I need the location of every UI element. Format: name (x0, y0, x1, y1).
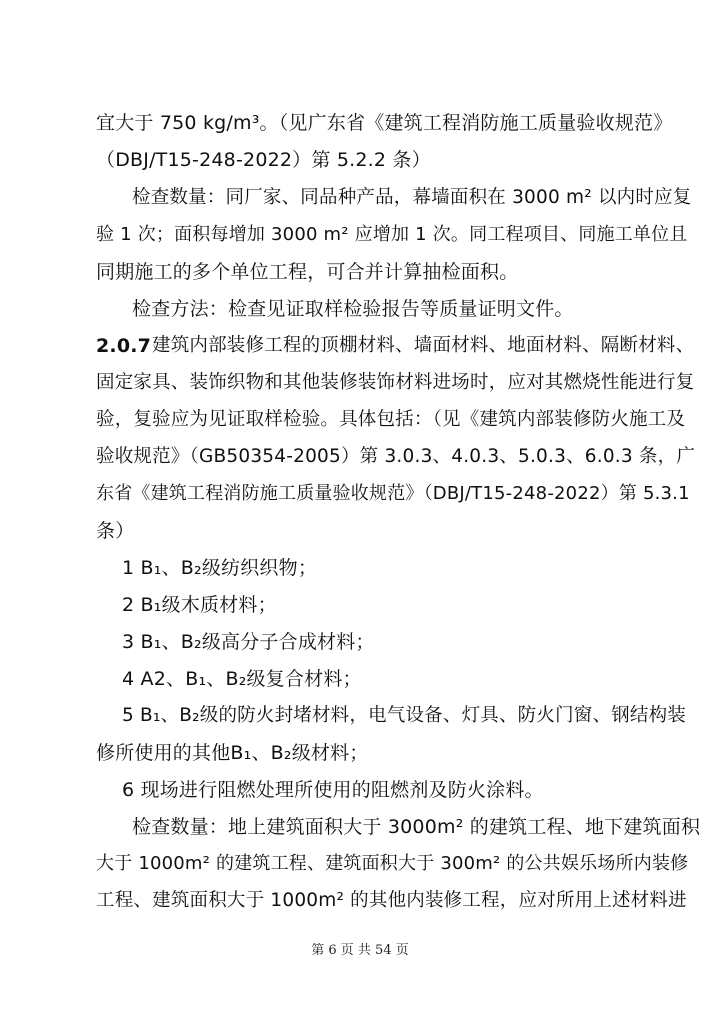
paragraph-line: 固定家具、装饰织物和其他装修装饰材料进场时，应对其燃烧性能进行复 (96, 372, 695, 393)
paragraph-line: 东省《建筑工程消防施工质量验收规范》（DBJ/T15-248-2022）第 5.3.1 (96, 483, 690, 504)
paragraph-line: 验 1 次；面积每增加 3000 m² 应增加 1 次。同工程项目、同施工单位且 (96, 224, 688, 245)
list-item: 4 A2、B₁、B₂级复合材料； (122, 668, 362, 690)
paragraph-line: 条） (96, 520, 135, 542)
paragraph-line: 检查数量：同厂家、同品种产品，幕墙面积在 3000 m² 以内时应复 (132, 187, 692, 208)
paragraph-line: 建筑内部装修工程的顶棚材料、墙面材料、地面材料、隔断材料、 (152, 335, 695, 356)
list-item-continuation: 修所使用的其他B₁、B₂级材料； (96, 742, 369, 764)
paragraph-line: 检查数量：地上建筑面积大于 3000m² 的建筑工程、地下建筑面积 (132, 816, 701, 838)
paragraph-line: 验收规范》（GB50354-2005）第 3.0.3、4.0.3、5.0.3、6.0.3 条，广 (96, 446, 696, 467)
paragraph-line: 大于 1000m² 的建筑工程、建筑面积大于 300m² 的公共娱乐场所内装修 (96, 853, 689, 874)
list-item: 5 B₁、B₂级的防火封堵材料，电气设备、灯具、防火门窗、钢结构装 (122, 705, 686, 726)
paragraph-line: 宜大于 750 kg/m³。（见广东省《建筑工程消防施工质量验收规范》 (96, 112, 673, 134)
list-item: 3 B₁、B₂级高分子合成材料； (122, 631, 375, 653)
clause-number: 2.0.7 (96, 335, 152, 357)
list-item: 6 现场进行阻燃处理所使用的阻燃剂及防火涂料。 (122, 779, 544, 801)
paragraph-line: 工程、建筑面积大于 1000m² 的其他内装修工程，应对所用上述材料进 (96, 890, 687, 911)
paragraph-line: 检查方法：检查见证取样检验报告等质量证明文件。 (132, 298, 574, 320)
page-footer: 第 6 页 共 54 页 (311, 943, 409, 958)
list-item: 2 B₁级木质材料； (122, 594, 277, 616)
paragraph-line: 同期施工的多个单位工程，可合并计算抽检面积。 (96, 261, 519, 283)
paragraph-line: （DBJ/T15-248-2022）第 5.2.2 条） (96, 149, 431, 171)
paragraph-line: 验，复验应为见证取样检验。具体包括：（见《建筑内部装修防火施工及 (96, 409, 686, 430)
list-item: 1 B₁、B₂级纺织织物； (122, 557, 318, 579)
